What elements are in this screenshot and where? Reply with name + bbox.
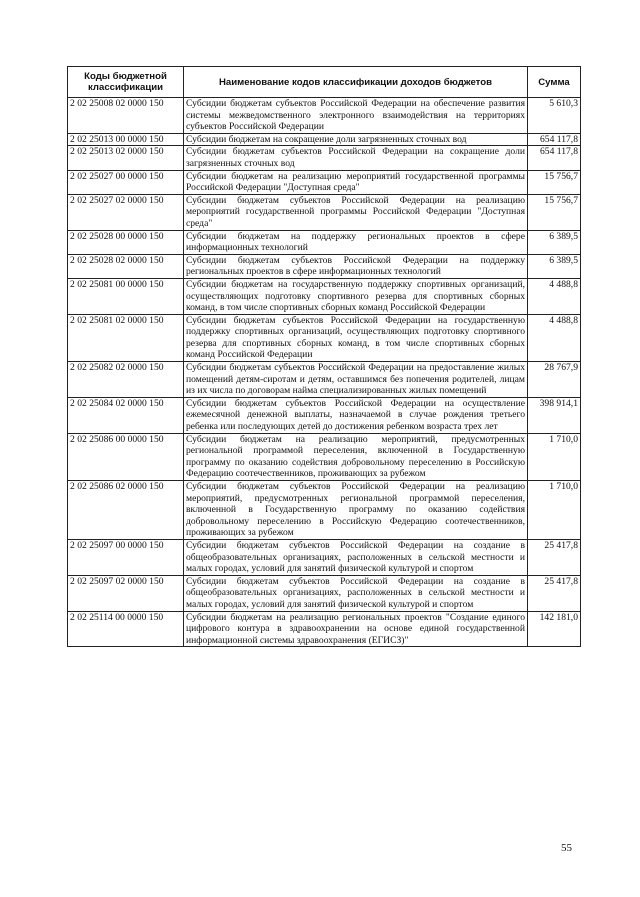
name-cell: Субсидии бюджетам на реализацию региональных проектов "Создание единого цифрового контура в здравоохранении на основе единой государственной информационной системы здравоохранения (ЕГИСЗ)" (184, 611, 528, 647)
sum-cell: 25 417,8 (528, 575, 581, 611)
name-cell: Субсидии бюджетам на сокращение доли загрязненных сточных вод (184, 133, 528, 146)
table-row (68, 133, 581, 146)
sum-cell: 25 417,8 (528, 539, 581, 575)
name-cell: Субсидии бюджетам субъектов Российской Федерации на создание в общеобразовательных организациях, расположенных в сельской местности и малых городах, условий для занятий физической культурой и спортом (184, 575, 528, 611)
sum-cell: 1 710,0 (528, 481, 581, 540)
code-cell: 2 02 25082 02 0000 150 (68, 362, 184, 398)
header-name: Наименование кодов классификации доходов бюджетов (184, 67, 528, 98)
sum-cell: 654 117,8 (528, 146, 581, 170)
sum-cell: 6 389,5 (528, 230, 581, 254)
code-cell: 2 02 25081 00 0000 150 (68, 278, 184, 314)
name-cell: Субсидии бюджетам субъектов Российской Федерации на реализацию мероприятий государственной программы Российской Федерации "Доступная среда" (184, 194, 528, 230)
table-header-row (68, 67, 581, 98)
table-row (68, 433, 581, 480)
sum-cell: 398 914,1 (528, 397, 581, 433)
code-cell: 2 02 25086 02 0000 150 (68, 481, 184, 540)
code-cell: 2 02 25084 02 0000 150 (68, 397, 184, 433)
table-row (68, 194, 581, 230)
code-cell: 2 02 25027 00 0000 150 (68, 170, 184, 194)
sum-cell: 4 488,8 (528, 278, 581, 314)
name-cell: Субсидии бюджетам на реализацию мероприятий государственной программы Российской Федерации "Доступная среда" (184, 170, 528, 194)
table-row (68, 98, 581, 134)
name-cell: Субсидии бюджетам на поддержку региональных проектов в сфере информационных технологий (184, 230, 528, 254)
table-row (68, 278, 581, 314)
name-cell: Субсидии бюджетам субъектов Российской Федерации на предоставление жилых помещений детям-сиротам и детям, оставшимся без попечения родителей, лицам из их числа по договорам найма специализированных жилых помещений (184, 362, 528, 398)
header-sum: Сумма (528, 67, 581, 98)
table-row (68, 362, 581, 398)
table-row (68, 146, 581, 170)
code-cell: 2 02 25097 02 0000 150 (68, 575, 184, 611)
sum-cell: 6 389,5 (528, 254, 581, 278)
table-row (68, 575, 581, 611)
sum-cell: 5 610,3 (528, 98, 581, 134)
name-cell: Субсидии бюджетам субъектов Российской Федерации на обеспечение развития системы межведомственного электронного взаимодействия на территориях субъектов Российской Федерации (184, 98, 528, 134)
code-cell: 2 02 25114 00 0000 150 (68, 611, 184, 647)
name-cell: Субсидии бюджетам субъектов Российской Федерации на поддержку региональных проектов в сфере информационных технологий (184, 254, 528, 278)
code-cell: 2 02 25097 00 0000 150 (68, 539, 184, 575)
code-cell: 2 02 25028 02 0000 150 (68, 254, 184, 278)
budget-revenue-table (67, 66, 581, 647)
name-cell: Субсидии бюджетам субъектов Российской Федерации на реализацию мероприятий, предусмотренных региональной программой переселения, включенной в Государственную программу по оказанию содействия добровольному переселению в Российскую Федерацию соотечественников, проживающих за рубежом (184, 481, 528, 540)
table-row (68, 539, 581, 575)
table-row (68, 611, 581, 647)
table-row (68, 314, 581, 361)
sum-cell: 28 767,9 (528, 362, 581, 398)
sum-cell: 1 710,0 (528, 433, 581, 480)
code-cell: 2 02 25028 00 0000 150 (68, 230, 184, 254)
table-row (68, 254, 581, 278)
table-row (68, 230, 581, 254)
table-row (68, 397, 581, 433)
table-body (68, 98, 581, 647)
table-row (68, 170, 581, 194)
code-cell: 2 02 25008 02 0000 150 (68, 98, 184, 134)
code-cell: 2 02 25081 02 0000 150 (68, 314, 184, 361)
code-cell: 2 02 25086 00 0000 150 (68, 433, 184, 480)
name-cell: Субсидии бюджетам субъектов Российской Федерации на сокращение доли загрязненных сточных вод (184, 146, 528, 170)
name-cell: Субсидии бюджетам субъектов Российской Федерации на создание в общеобразовательных организациях, расположенных в сельской местности и малых городах, условий для занятий физической культурой и спортом (184, 539, 528, 575)
sum-cell: 15 756,7 (528, 194, 581, 230)
name-cell: Субсидии бюджетам субъектов Российской Федерации на государственную поддержку спортивных организаций, осуществляющих подготовку спортивного резерва для спортивных сборных команд, в том числе спортивных сборных команд Российской Федерации (184, 314, 528, 361)
code-cell: 2 02 25013 02 0000 150 (68, 146, 184, 170)
page-number: 55 (561, 842, 572, 854)
table-row (68, 481, 581, 540)
header-code: Коды бюджетной классификации (68, 67, 184, 98)
code-cell: 2 02 25027 02 0000 150 (68, 194, 184, 230)
name-cell: Субсидии бюджетам субъектов Российской Федерации на осуществление ежемесячной денежной выплаты, назначаемой в случае рождения третьего ребенка или последующих детей до достижения ребенком возраста трех лет (184, 397, 528, 433)
sum-cell: 654 117,8 (528, 133, 581, 146)
name-cell: Субсидии бюджетам на государственную поддержку спортивных организаций, осуществляющих подготовку спортивного резерва для спортивных сборных команд, в том числе спортивных сборных команд Российской Федерации (184, 278, 528, 314)
code-cell: 2 02 25013 00 0000 150 (68, 133, 184, 146)
sum-cell: 142 181,0 (528, 611, 581, 647)
sum-cell: 15 756,7 (528, 170, 581, 194)
sum-cell: 4 488,8 (528, 314, 581, 361)
name-cell: Субсидии бюджетам на реализацию мероприятий, предусмотренных региональной программой переселения, включенной в Государственную программу по оказанию содействия добровольному переселению в Российскую Федерацию соотечественников, проживающих за рубежом (184, 433, 528, 480)
